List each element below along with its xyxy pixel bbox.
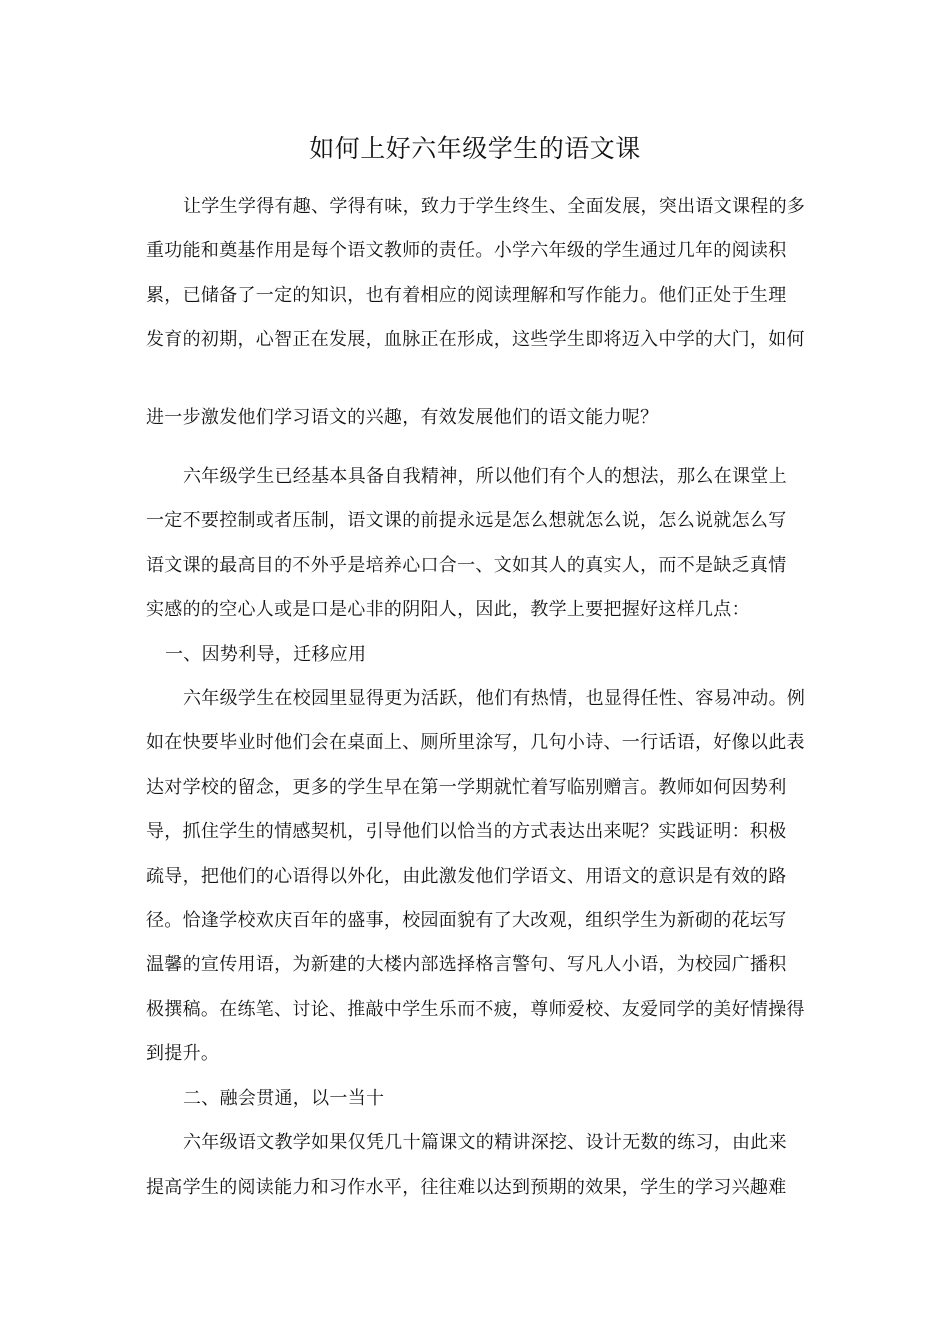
paragraph-line: 径。恰逢学校欢庆百年的盛事，校园面貌有了大改观，组织学生为新砌的花坛写 <box>146 910 787 931</box>
paragraph-line: 实感的的空心人或是口是心非的阴阳人，因此，教学上要把握好这样几点： <box>146 599 750 620</box>
paragraph-line: 导，抓住学生的情感契机，引导他们以恰当的方式表达出来呢？实践证明：积极 <box>146 821 787 842</box>
document-title: 如何上好六年级学生的语文课 <box>309 134 641 163</box>
section-heading: 一、因势利导，迁移应用 <box>165 644 367 665</box>
paragraph-line: 极撰稿。在练笔、讨论、推敲中学生乐而不疲，尊师爱校、友爱同学的美好情操得 <box>146 999 805 1020</box>
paragraph-line: 疏导，把他们的心语得以外化，由此激发他们学语文、用语文的意识是有效的路 <box>146 866 787 887</box>
paragraph-line: 如在快要毕业时他们会在桌面上、厕所里涂写，几句小诗、一行话语，好像以此表 <box>146 732 805 753</box>
paragraph-line: 达对学校的留念，更多的学生早在第一学期就忙着写临别赠言。教师如何因势利 <box>146 777 787 798</box>
paragraph-line: 累，已储备了一定的知识，也有着相应的阅读理解和写作能力。他们正处于生理 <box>146 285 787 306</box>
paragraph-line: 到提升。 <box>146 1043 220 1064</box>
paragraph-line: 重功能和奠基作用是每个语文教师的责任。小学六年级的学生通过几年的阅读积 <box>146 240 787 261</box>
section-heading: 二、融会贯通，以一当十 <box>183 1088 385 1109</box>
paragraph-line: 提高学生的阅读能力和习作水平，往往难以达到预期的效果，学生的学习兴趣难 <box>146 1177 787 1198</box>
paragraph-line: 发育的初期，心智正在发展，血脉正在形成，这些学生即将迈入中学的大门，如何 <box>146 329 805 350</box>
paragraph-line: 温馨的宣传用语，为新建的大楼内部选择格言警句、写凡人小语，为校园广播积 <box>146 954 787 975</box>
paragraph-line: 六年级学生在校园里显得更为活跃，他们有热情，也显得任性、容易冲动。例 <box>183 688 806 709</box>
paragraph-line: 六年级语文教学如果仅凭几十篇课文的精讲深挖、设计无数的练习，由此来 <box>183 1132 787 1153</box>
paragraph-line: 语文课的最高目的不外乎是培养心口合一、文如其人的真实人，而不是缺乏真情 <box>146 555 787 576</box>
paragraph-line: 六年级学生已经基本具备自我精神，所以他们有个人的想法，那么在课堂上 <box>183 466 787 487</box>
paragraph-line: 一定不要控制或者压制，语文课的前提永远是怎么想就怎么说，怎么说就怎么写 <box>146 510 787 531</box>
paragraph-line: 进一步激发他们学习语文的兴趣，有效发展他们的语文能力呢？ <box>146 407 659 428</box>
paragraph-line: 让学生学得有趣、学得有味，致力于学生终生、全面发展，突出语文课程的多 <box>183 196 806 217</box>
